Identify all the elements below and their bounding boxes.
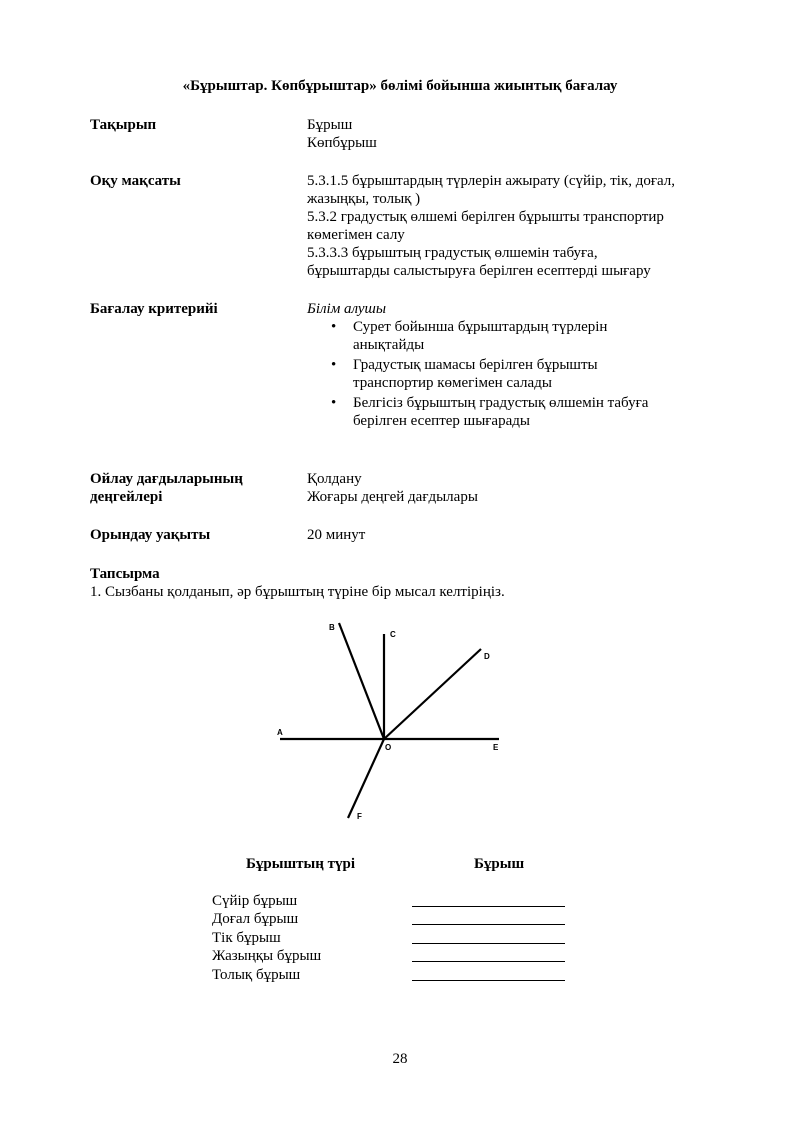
objective-line-4: көмегімен салу — [307, 227, 405, 243]
task-text: 1. Сызбаны қолданып, әр бұрыштың түріне бір мысал келтіріңіз. — [90, 584, 505, 600]
criteria-item-line1: Сурет бойынша бұрыштардың түрлерін — [353, 319, 608, 335]
answer-blank-3[interactable] — [412, 943, 565, 944]
bullet-icon: • — [331, 319, 337, 335]
answer-blank-2[interactable] — [412, 924, 565, 925]
criteria-label: Бағалау критерийі — [90, 301, 218, 317]
objective-line-2: жазыңқы, толық ) — [307, 191, 421, 207]
point-label-d: D — [484, 652, 490, 661]
row-straight: Жазыңқы бұрыш — [212, 948, 322, 964]
row-right: Тік бұрыш — [212, 930, 281, 946]
bullet-icon: • — [331, 357, 337, 373]
point-label-e: E — [493, 743, 499, 752]
answer-blank-5[interactable] — [412, 980, 565, 981]
ray-OF — [348, 739, 384, 818]
criteria-item-line2: берілген есептер шығарады — [353, 413, 530, 429]
criteria-item-line2: анықтайды — [353, 337, 425, 353]
bullet-icon: • — [331, 395, 337, 411]
criteria-item-line1: Градустық шамасы берілген бұрышты — [353, 357, 598, 373]
thinking-label-line2: деңгейлері — [90, 489, 163, 505]
criteria-item-line1: Белгісіз бұрыштың градустық өлшемін табуға — [353, 395, 649, 411]
objectives-label: Оқу мақсаты — [90, 173, 181, 189]
thinking-value-1: Қолдану — [307, 471, 362, 487]
column-angle: Бұрыш — [474, 856, 525, 872]
document-title: «Бұрыштар. Көпбұрыштар» бөлімі бойынша жиынтық бағалау — [182, 78, 618, 94]
row-obtuse: Доғал бұрыш — [212, 911, 299, 927]
point-label-a: A — [277, 728, 283, 737]
topic-label: Тақырып — [90, 117, 157, 133]
point-label-f: F — [357, 812, 362, 821]
point-label-c: C — [390, 630, 396, 639]
topic-value-1: Бұрыш — [307, 117, 353, 133]
objective-line-1: 5.3.1.5 бұрыштардың түрлерін ажырату (сүйір, тік, доғал, — [307, 173, 676, 189]
ray-OD — [384, 649, 481, 739]
answer-blank-4[interactable] — [412, 961, 565, 962]
time-label: Орындау уақыты — [90, 527, 211, 543]
answer-blank-1[interactable] — [412, 906, 565, 907]
thinking-value-2: Жоғары деңгей дағдылары — [307, 489, 478, 505]
task-heading: Тапсырма — [90, 566, 160, 582]
row-acute: Сүйір бұрыш — [212, 893, 298, 909]
objective-line-5: 5.3.3.3 бұрыштың градустық өлшемін табуға, — [307, 245, 598, 261]
thinking-label-line1: Ойлау дағдыларының — [90, 471, 243, 487]
criteria-item-line2: транспортир көмегімен салады — [353, 375, 552, 391]
time-value: 20 минут — [307, 527, 366, 543]
page-number: 28 — [392, 1051, 408, 1067]
row-full: Толық бұрыш — [212, 967, 301, 983]
objective-line-6: бұрыштарды салыстыруға берілген есептерді шығару — [307, 263, 651, 279]
topic-value-2: Көпбұрыш — [307, 135, 377, 151]
point-label-o: O — [385, 743, 392, 752]
objective-line-3: 5.3.2 градустық өлшемі берілген бұрышты транспортир — [307, 209, 664, 225]
criteria-intro: Білім алушы — [307, 301, 387, 317]
ray-OB — [339, 623, 384, 739]
column-angle-type: Бұрыштың түрі — [246, 856, 355, 872]
point-label-b: B — [329, 623, 335, 632]
